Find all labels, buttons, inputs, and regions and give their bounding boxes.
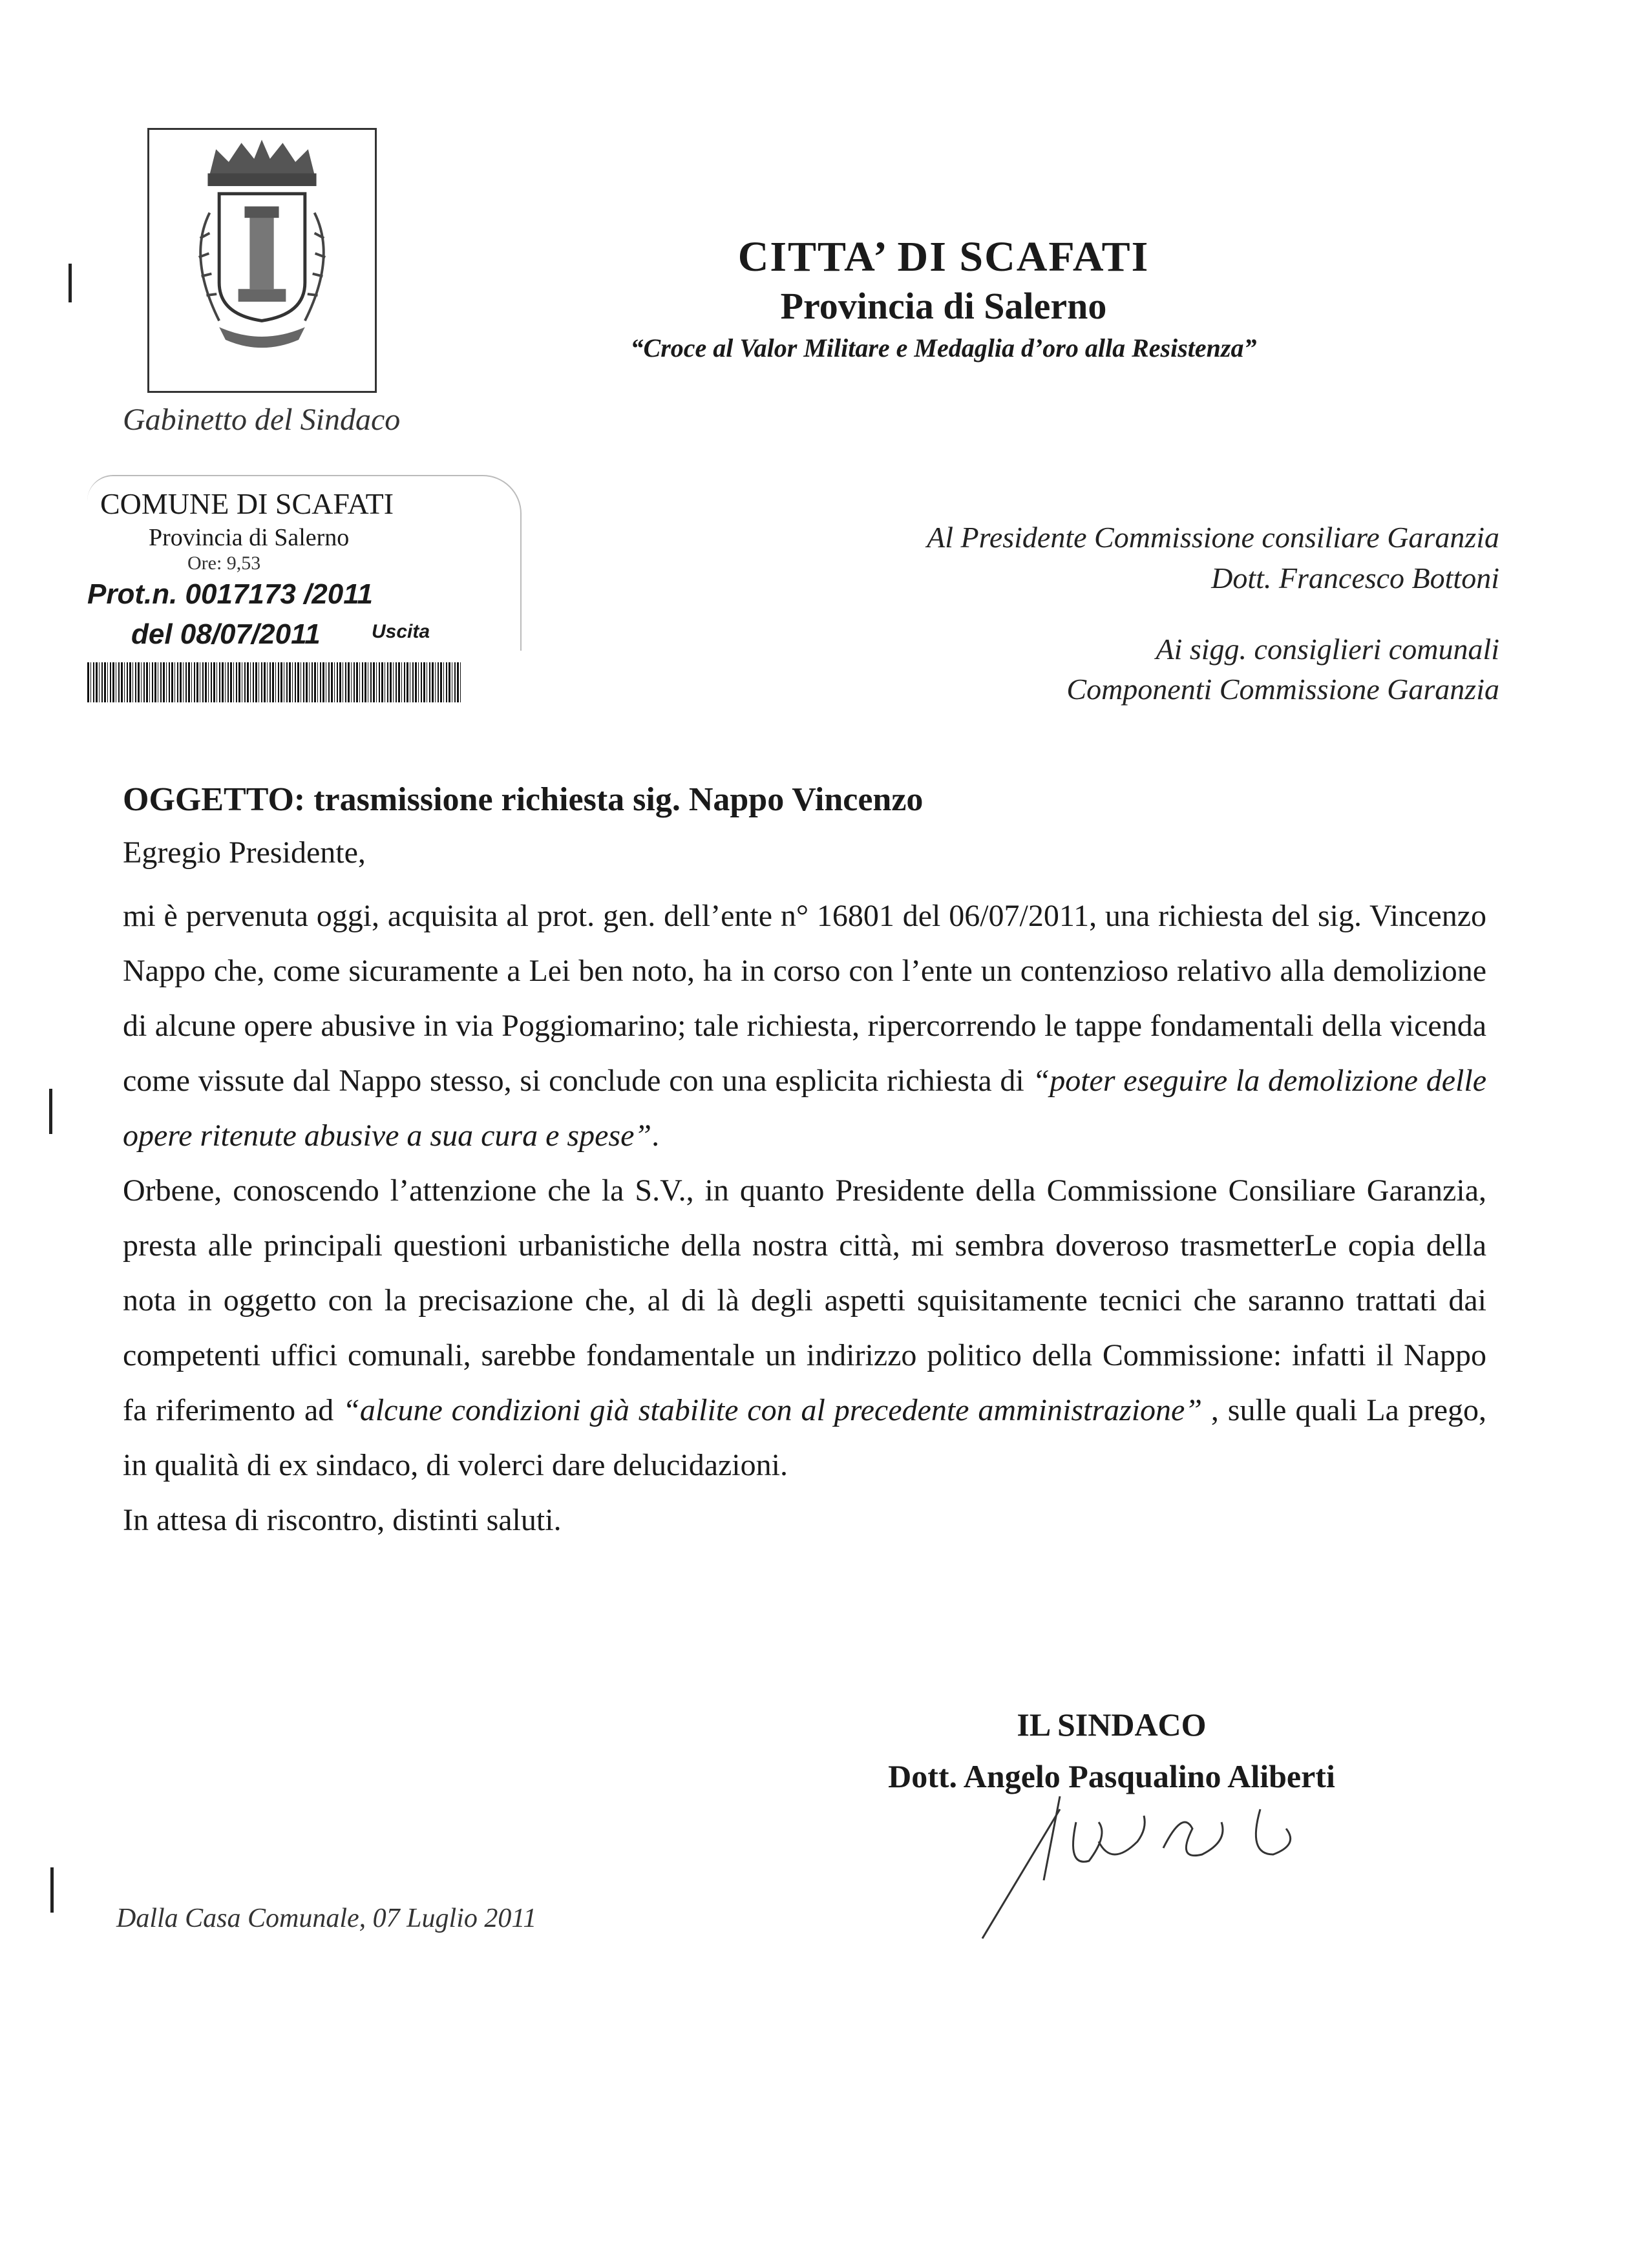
recipient-line: Al Presidente Commissione consiliare Garanzia — [927, 521, 1499, 554]
body-text: Orbene, conoscendo l’attenzione che la S.V., in quanto Presidente della Commissione Consiliare Garanzia, presta alle principali questioni urbanistiche della nostra città, mi sembra doveroso trasmetterLe copia della nota in oggetto con la precisazione che, al di là degli aspetti squisitamente tecnici che saranno trattati dai competenti uffici comunali, sarebbe fondamentale un indirizzo politico della Commissione: infatti il Nappo fa riferimento ad — [123, 1173, 1486, 1427]
body-text: mi è pervenuta oggi, acquisita al prot. gen. dell’ente n° 16801 del 06/07/2011, una richiesta del sig. Vincenzo Nappo che, come sicuramente a Lei ben noto, ha in corso con l’ente un contenzioso relativo alla demolizione di alcune opere abusive in via Poggiomarino; tale richiesta, ripercorrendo le tappe fondamentali della vicenda come vissute dal Nappo stesso, si conclude con una esplicita richiesta di — [123, 899, 1486, 1098]
recipient-line: Componenti Commissione Garanzia — [1066, 673, 1499, 706]
protocol-stamp — [87, 475, 527, 714]
stamp-time: Ore: 9,53 — [187, 552, 261, 574]
quoted-request: “poter eseguire la demolizione delle opere ritenute abusive a sua cura e spese” — [123, 1064, 1487, 1153]
body-paragraph — [123, 1163, 1486, 1493]
stamp-provincia: Provincia di Salerno — [149, 524, 350, 551]
stamp-date: del 08/07/2011 — [131, 618, 321, 650]
subject-line: OGGETTO: trasmissione richiesta sig. Nappo Vincenzo — [123, 781, 924, 818]
margin-mark — [69, 264, 72, 302]
city-motto: “Croce al Valor Militare e Medaglia d’oro alla Resistenza” — [630, 333, 1257, 362]
stamp-comune: COMUNE DI SCAFATI — [100, 487, 394, 520]
body-paragraph — [123, 888, 1486, 1163]
letter-body — [123, 888, 1486, 1548]
barcode — [87, 662, 462, 702]
salutation: Egregio Presidente, — [123, 835, 366, 870]
signatory-title: IL SINDACO — [1017, 1706, 1207, 1743]
office-label: Gabinetto del Sindaco — [123, 403, 401, 437]
province-title: Provincia di Salerno — [780, 285, 1107, 327]
coat-of-arms — [147, 128, 377, 393]
body-text: . — [651, 1118, 660, 1153]
crest-icon — [149, 130, 375, 391]
recipient-line: Ai sigg. consiglieri comunali — [1156, 633, 1499, 666]
stamp-direction: Uscita — [372, 621, 430, 642]
signatory-name: Dott. Angelo Pasqualino Aliberti — [888, 1758, 1335, 1794]
stamp-protocol-number: Prot.n. 0017173 /2011 — [87, 578, 373, 610]
city-title: CITTA’ DI SCAFATI — [737, 233, 1150, 280]
margin-mark — [50, 1867, 54, 1913]
body-text: , sulle quali La prego, in qualità di ex sindaco, di volerci dare delucidazioni. — [123, 1393, 1486, 1482]
closing-line: In attesa di riscontro, distinti saluti. — [123, 1503, 562, 1537]
quoted-conditions: “alcune condizioni già stabilite con al precedente amministrazione” — [343, 1393, 1203, 1427]
handwritten-signature — [969, 1783, 1370, 1945]
margin-mark — [49, 1089, 52, 1134]
footer-date: Dalla Casa Comunale, 07 Luglio 2011 — [116, 1904, 537, 1933]
recipient-line: Dott. Francesco Bottoni — [1211, 562, 1499, 594]
